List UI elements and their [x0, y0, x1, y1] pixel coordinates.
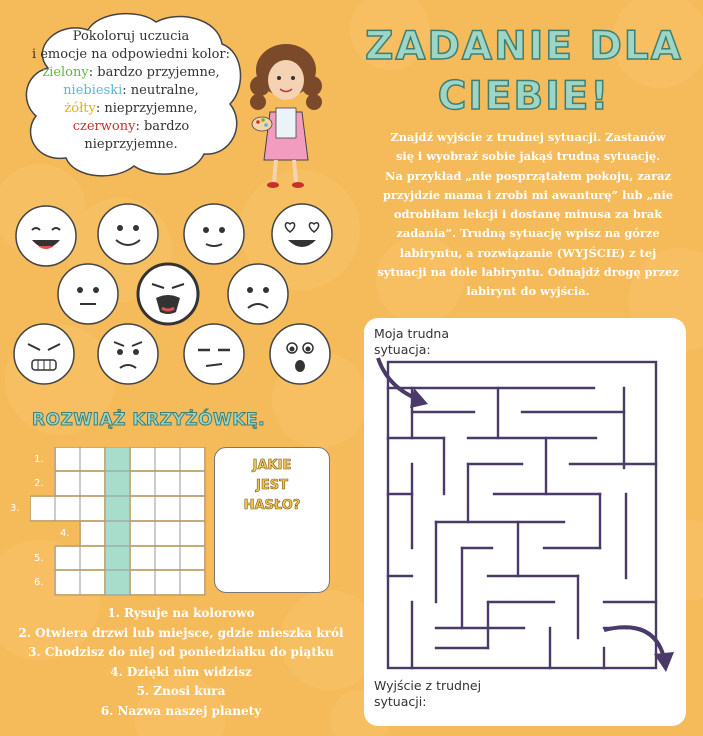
- crossword-clues: [8, 604, 354, 722]
- emotion-face[interactable]: [96, 322, 160, 386]
- face-content-icon: [182, 202, 246, 266]
- task-title-line: ZADANIE DLA: [365, 24, 683, 69]
- crossword-title: ROZWIĄŻ KRZYŻÓWKĘ.: [32, 410, 266, 430]
- maze-start-label: Moja trudna sytuacja:: [374, 326, 450, 357]
- girl-painter-illustration: [246, 42, 326, 192]
- face-sad-icon: [226, 262, 290, 326]
- face-surprised-icon: [268, 322, 332, 386]
- maze-walls: [388, 362, 656, 668]
- emotion-face[interactable]: [136, 262, 200, 326]
- face-angry-icon: [12, 322, 76, 386]
- color-label-blue: niebieski: [63, 83, 123, 98]
- emotion-face[interactable]: [182, 202, 246, 266]
- row-number: 2.: [34, 478, 44, 489]
- row-number: 4.: [60, 528, 70, 539]
- row-number: 1.: [34, 454, 44, 465]
- task-title-line: CIEBIE!: [437, 74, 611, 119]
- color-label-yellow: żółty: [64, 101, 96, 116]
- clue: 5. Znosi kura: [136, 684, 226, 699]
- cloud-instructions: Pokoloruj uczucia i emocje na odpowiedni kolor: zielony: bardzo przyjemne, niebieski: neutralne, żółty: nieprzyjemne, czerwony: bardzo nieprzyjemne.: [31, 29, 231, 152]
- maze[interactable]: [364, 318, 686, 726]
- face-heart-eyes-icon: [270, 202, 334, 266]
- maze-card: [364, 318, 686, 726]
- face-laughing-icon: [14, 204, 78, 268]
- row-number: 6.: [34, 577, 44, 588]
- face-crying-icon: [136, 262, 200, 326]
- clue: 1. Rysuje na kolorowo: [107, 606, 255, 620]
- task-instructions: Znajdź wyjście z trudnej sytuacji. Zastanów się i wyobraź sobie jakąś trudną sytuację. Na przykład „nie posprzątałem pokoju, zaraz przyjdzie mama i zrobi mi awanturę” lub „nie odrobiłam lekcji i dostanę minusa za brak zadania”. Trudną sytuację wpisz na górze labiryntu, a rozwiązanie (WYJŚCIE) z tej sytuacji na dole labiryntu. Odnajdź drogę przez labirynt do wyjścia.: [377, 130, 679, 299]
- face-worried-icon: [96, 322, 160, 386]
- emotion-face[interactable]: [56, 262, 120, 326]
- emotion-face[interactable]: [268, 322, 332, 386]
- row-number: 3.: [10, 503, 20, 514]
- row-number: 5.: [34, 553, 44, 564]
- emotion-face[interactable]: [96, 202, 160, 266]
- clue: 3. Chodzisz do niej od poniedziałku do piątku: [28, 645, 334, 660]
- emotion-face[interactable]: [226, 262, 290, 326]
- password-answer-box[interactable]: JAKIE JEST HASŁO?: [214, 447, 330, 593]
- maze-end-label: Wyjście z trudnej sytuacji:: [374, 678, 482, 709]
- crossword-grid[interactable]: [30, 447, 210, 597]
- emotion-face[interactable]: [182, 322, 246, 386]
- emotion-face[interactable]: [14, 204, 78, 268]
- face-neutral-icon: [56, 262, 120, 326]
- color-label-green: zielony: [42, 65, 89, 80]
- color-label-red: czerwony: [72, 119, 136, 134]
- clue: 2. Otwiera drzwi lub miejsce, gdzie mieszka król: [18, 625, 344, 640]
- face-annoyed-icon: [182, 322, 246, 386]
- clue: 6. Nazwa naszej planety: [100, 703, 262, 718]
- emotion-face[interactable]: [270, 202, 334, 266]
- face-smiling-icon: [96, 202, 160, 266]
- clue: 4. Dzięki nim widzisz: [110, 664, 252, 679]
- emotion-face[interactable]: [12, 322, 76, 386]
